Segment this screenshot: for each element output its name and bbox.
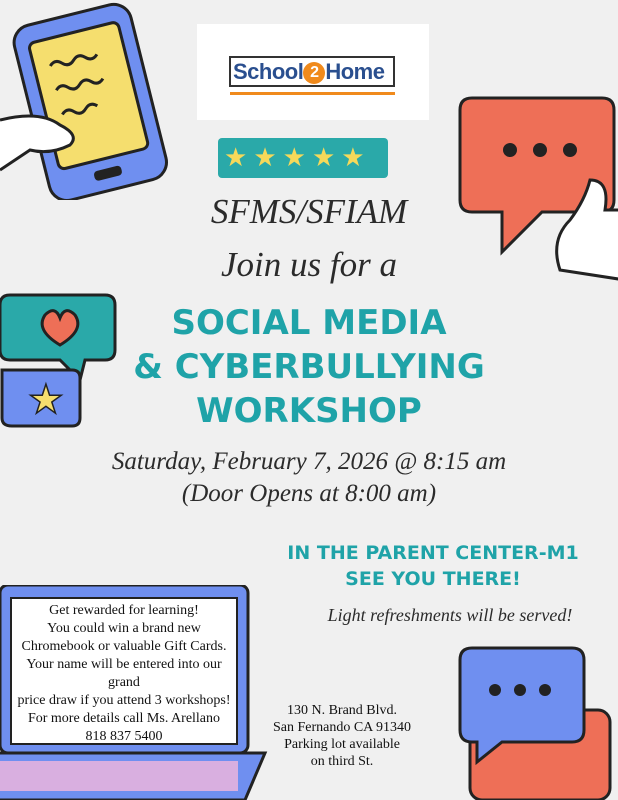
laptop-line: Your name will be entered into our grand bbox=[26, 657, 222, 690]
address-line: 130 N. Brand Blvd. bbox=[286, 703, 398, 718]
location-line: SEE YOU THERE! bbox=[345, 568, 521, 590]
laptop-line: 818 837 5400 bbox=[85, 729, 163, 744]
address-line: Parking lot available bbox=[284, 737, 400, 752]
star-icon: ★ bbox=[311, 143, 336, 173]
logo-text: School 2 Home bbox=[233, 59, 385, 84]
address-block bbox=[272, 702, 412, 770]
star-icon: ★ bbox=[341, 143, 365, 173]
star-icon: ★ bbox=[253, 143, 277, 173]
laptop-line: Get rewarded for learning! bbox=[49, 603, 199, 618]
laptop-screen bbox=[10, 597, 238, 745]
workshop-heading bbox=[0, 301, 618, 433]
star-icon: ★ bbox=[224, 143, 248, 173]
location-line: IN THE PARENT CENTER-M1 bbox=[287, 542, 579, 564]
school2home-logo bbox=[197, 24, 429, 120]
location-heading bbox=[248, 540, 618, 592]
laptop-line: price draw if you attend 3 workshops! bbox=[17, 693, 231, 708]
refreshments-note: Light refreshments will be served! bbox=[327, 605, 573, 625]
laptop-line: For more details call Ms. Arellano bbox=[27, 711, 221, 726]
star-rating-badge bbox=[218, 138, 388, 178]
star-icon: ★ bbox=[282, 143, 306, 173]
title-line2: Join us for a bbox=[221, 245, 397, 284]
tablet-illustration bbox=[0, 0, 180, 200]
heading-line: SOCIAL MEDIA bbox=[171, 303, 447, 343]
laptop-message bbox=[12, 599, 236, 746]
address-line: San Fernando CA 91340 bbox=[272, 720, 412, 735]
laptop-line: You could win a brand new bbox=[47, 621, 201, 636]
heading-line: & CYBERBULLYING bbox=[133, 347, 485, 387]
heading-line: WORKSHOP bbox=[196, 391, 422, 431]
title-line1: SFMS/SFIAM bbox=[210, 192, 408, 231]
door-line: (Door Opens at 8:00 am) bbox=[181, 480, 437, 507]
laptop-line: Chromebook or valuable Gift Cards. bbox=[21, 639, 227, 654]
address-line: on third St. bbox=[310, 754, 374, 769]
chat-bubbles-bottom-illustration bbox=[440, 640, 618, 800]
svg-text:★: ★ bbox=[28, 377, 64, 423]
date-line: Saturday, February 7, 2026 @ 8:15 am bbox=[111, 448, 507, 475]
